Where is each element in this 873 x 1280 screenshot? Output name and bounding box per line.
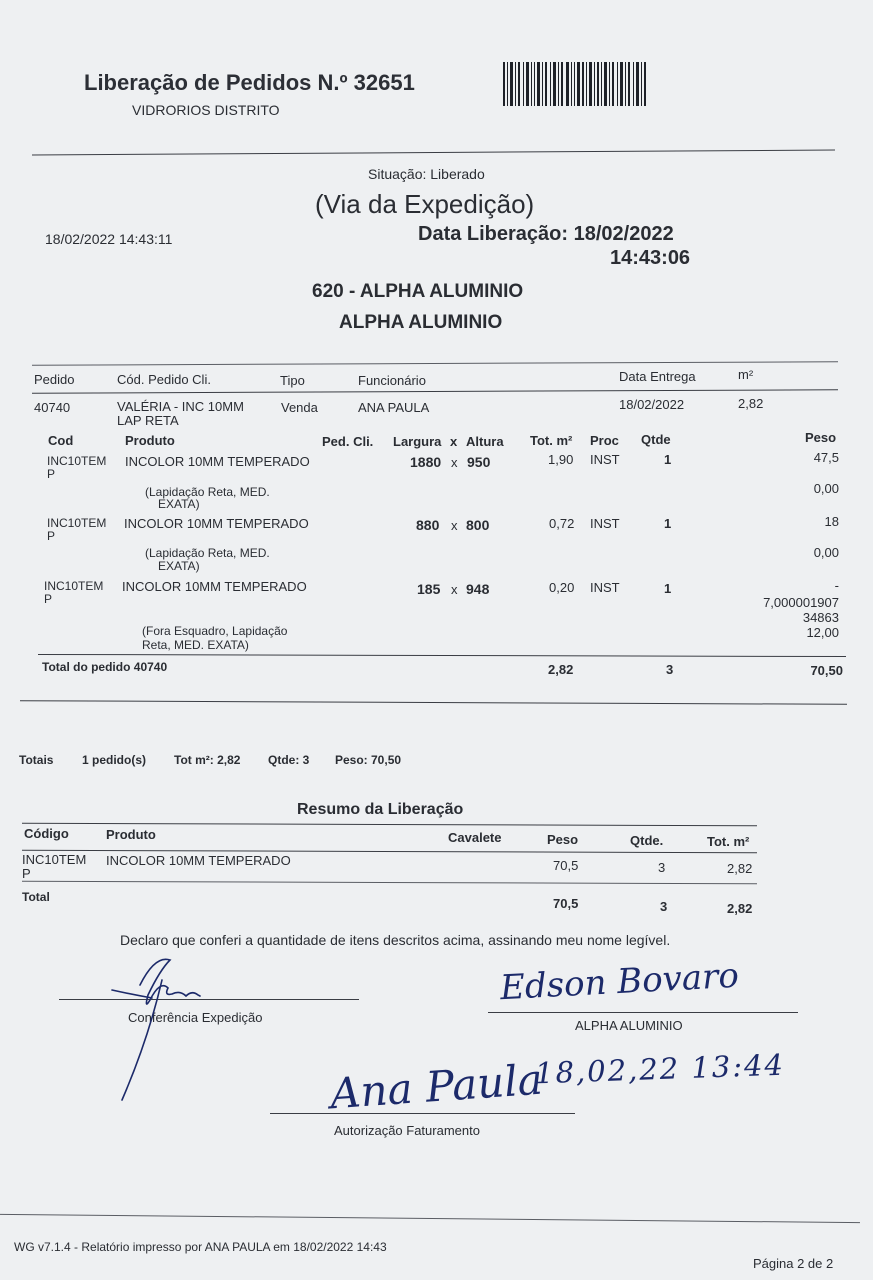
order-pedido: 40740 <box>34 400 71 415</box>
section-divider <box>20 700 847 705</box>
data-liberacao-time: 14:43:06 <box>610 247 691 269</box>
totals-tot-m2: Tot m²: 2,82 <box>174 753 241 767</box>
item-1-largura: 1880 <box>410 454 442 470</box>
footer-line <box>0 1214 860 1223</box>
resumo-col-peso: Peso <box>547 832 579 847</box>
resumo-col-produto: Produto <box>106 827 156 842</box>
item-1-qtde: 1 <box>664 452 672 467</box>
item-1-produto: INCOLOR 10MM TEMPERADO <box>125 454 310 469</box>
item-3-x: x <box>451 582 458 597</box>
barcode <box>503 62 647 106</box>
situacao: Situação: Liberado <box>368 166 485 182</box>
resumo-total-qtde: 3 <box>660 899 668 914</box>
item-2-note-peso: 0,00 <box>813 545 839 560</box>
item-3-note-line2: Reta, MED. EXATA) <box>142 638 249 652</box>
item-1-cod-cont: P <box>47 467 56 481</box>
items-col-tot-m2: Tot. m² <box>530 433 573 448</box>
resumo-row-codigo: INC10TEM <box>22 852 87 867</box>
item-1-x: x <box>451 455 458 470</box>
order-top-line <box>32 361 838 366</box>
resumo-title: Resumo da Liberação <box>297 801 464 818</box>
totals-label: Totais <box>19 753 54 767</box>
company-name: VIDRORIOS DISTRITO <box>132 102 280 118</box>
order-total-m2: 2,82 <box>548 662 574 677</box>
order-data-entrega: 18/02/2022 <box>619 397 685 412</box>
order-header-line <box>32 389 838 394</box>
resumo-row-tot-m2: 2,82 <box>727 861 753 876</box>
items-col-produto: Produto <box>125 433 175 448</box>
items-col-peso: Peso <box>805 430 837 445</box>
item-1-proc: INST <box>590 452 620 467</box>
resumo-total-label: Total <box>22 890 50 904</box>
footer-page-number: Página 2 de 2 <box>753 1256 834 1271</box>
print-datetime: 18/02/2022 14:43:11 <box>45 231 173 247</box>
item-2-cod: INC10TEM <box>47 516 107 530</box>
col-funcionario: Funcionário <box>358 373 426 388</box>
signature-line-autorizacao <box>270 1113 575 1114</box>
conferencia-signature-icon <box>100 940 220 1110</box>
order-total-label: Total do pedido 40740 <box>42 660 168 674</box>
order-total-qtde: 3 <box>666 662 674 677</box>
col-data-entrega: Data Entrega <box>619 369 696 384</box>
item-1-altura: 950 <box>467 454 491 470</box>
col-cod-pedido-cli: Cód. Pedido Cli. <box>117 372 211 387</box>
order-total-line <box>38 654 846 657</box>
client-code-name: 620 - ALPHA ALUMINIO <box>312 281 524 302</box>
resumo-col-codigo: Código <box>24 826 69 841</box>
signature-line-client <box>488 1012 798 1013</box>
resumo-total-peso: 70,5 <box>553 896 579 911</box>
item-1-note-line1: (Lapidação Reta, MED. <box>145 485 270 499</box>
item-2-note-line2: EXATA) <box>158 559 200 573</box>
col-m2: m² <box>738 367 754 382</box>
order-cod-line2: LAP RETA <box>117 413 179 428</box>
signature-label-autorizacao: Autorização Faturamento <box>334 1123 480 1138</box>
item-2-produto: INCOLOR 10MM TEMPERADO <box>124 516 309 531</box>
item-2-cod-cont: P <box>47 529 56 543</box>
items-col-cod: Cod <box>48 433 74 448</box>
items-col-proc: Proc <box>590 433 619 448</box>
resumo-row-peso: 70,5 <box>553 858 579 873</box>
resumo-col-tot-m2: Tot. m² <box>707 834 750 849</box>
resumo-top-line <box>22 823 757 827</box>
via-label: (Via da Expedição) <box>315 189 535 219</box>
items-col-altura: Altura <box>466 434 504 449</box>
item-3-tot-m2: 0,20 <box>549 580 575 595</box>
item-2-largura: 880 <box>416 517 440 533</box>
header-divider <box>32 150 835 156</box>
item-3-altura: 948 <box>466 581 490 597</box>
resumo-row-line <box>22 881 757 885</box>
totals-qtde: Qtde: 3 <box>268 753 310 767</box>
item-3-cod-cont: P <box>44 592 53 606</box>
resumo-total-tot-m2: 2,82 <box>727 901 753 916</box>
items-col-x: x <box>450 434 458 449</box>
order-m2: 2,82 <box>738 396 764 411</box>
data-liberacao: Data Liberação: 18/02/2022 <box>418 223 674 245</box>
totals-pedidos: 1 pedido(s) <box>82 753 147 767</box>
item-2-qtde: 1 <box>664 516 672 531</box>
item-2-x: x <box>451 518 458 533</box>
items-col-qtde: Qtde <box>641 432 671 447</box>
handwritten-datetime: 18,02,22 13:44 <box>534 1047 786 1091</box>
item-3-largura: 185 <box>417 581 441 597</box>
item-3-peso-cont: 34863 <box>802 610 839 625</box>
item-3-cod: INC10TEM <box>44 579 104 593</box>
col-tipo: Tipo <box>280 373 305 388</box>
autorizacao-handwritten-signature: Ana Paula <box>328 1054 545 1119</box>
footer-printed-by: WG v7.1.4 - Relatório impresso por ANA PAULA em 18/02/2022 14:43 <box>14 1240 387 1254</box>
item-1-peso: 47,5 <box>813 450 839 465</box>
item-3-produto: INCOLOR 10MM TEMPERADO <box>122 579 307 594</box>
order-tipo: Venda <box>281 400 318 415</box>
order-total-peso: 70,50 <box>810 663 843 678</box>
report-title: Liberação de Pedidos N.º 32651 <box>84 70 415 95</box>
signature-label-conferencia: Conferência Expedição <box>128 1010 263 1025</box>
item-2-note-line1: (Lapidação Reta, MED. <box>145 546 270 560</box>
resumo-col-qtde: Qtde. <box>630 833 664 848</box>
item-1-note-peso: 0,00 <box>813 481 839 496</box>
client-name: ALPHA ALUMINIO <box>339 312 503 333</box>
item-1-note-line2: EXATA) <box>158 497 200 511</box>
item-2-proc: INST <box>590 516 620 531</box>
item-3-peso: 7,000001907 <box>763 595 839 610</box>
item-3-note-line1: (Fora Esquadro, Lapidação <box>142 624 288 638</box>
resumo-row-qtde: 3 <box>658 860 666 875</box>
item-1-cod: INC10TEM <box>47 454 107 468</box>
declaration-text: Declaro que conferi a quantidade de itens descritos acima, assinando meu nome legível. <box>120 932 671 948</box>
totals-peso: Peso: 70,50 <box>335 753 402 767</box>
order-funcionario: ANA PAULA <box>358 400 430 415</box>
item-3-peso-dash: - <box>834 578 839 593</box>
order-cod-line1: VALÉRIA - INC 10MM <box>117 399 244 414</box>
col-pedido: Pedido <box>34 372 75 387</box>
item-2-altura: 800 <box>466 517 490 533</box>
items-col-ped-cli: Ped. Cli. <box>322 434 374 449</box>
items-col-largura: Largura <box>393 434 442 449</box>
signature-label-client: ALPHA ALUMINIO <box>575 1018 683 1033</box>
item-2-peso: 18 <box>824 514 839 529</box>
item-1-tot-m2: 1,90 <box>548 452 574 467</box>
resumo-row-codigo-cont: P <box>22 866 31 881</box>
item-3-note-peso: 12,00 <box>806 625 839 640</box>
item-2-tot-m2: 0,72 <box>549 516 575 531</box>
item-3-qtde: 1 <box>664 581 672 596</box>
resumo-col-cavalete: Cavalete <box>448 830 502 845</box>
resumo-row-produto: INCOLOR 10MM TEMPERADO <box>106 853 291 868</box>
client-handwritten-signature: Edson Bovaro <box>499 955 740 1009</box>
item-3-proc: INST <box>590 580 620 595</box>
